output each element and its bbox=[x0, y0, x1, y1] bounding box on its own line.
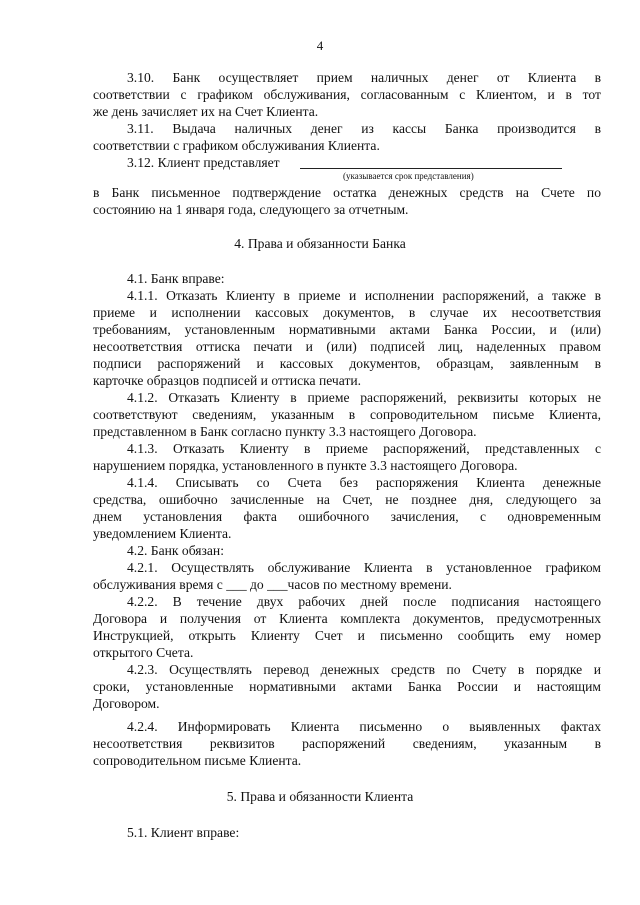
text-line: 4.2.3. Осуществлять перевод денежных средств по Счету в порядке и bbox=[127, 662, 601, 677]
text-line: соответствии с графиком обслуживания Клиента. bbox=[93, 138, 380, 153]
text-line: Договором. bbox=[93, 696, 160, 711]
text-line: требованиям, установленным нормативными актами Банка России, и (или) bbox=[93, 322, 601, 337]
text-line: нарушением порядка, установленного в пункте 3.3 настоящего Договора. bbox=[93, 458, 518, 473]
text-line: подписи распоряжений и кассовых документов, образцам, заявленным в bbox=[93, 356, 601, 371]
text-line: в Банк письменное подтверждение остатка денежных средств на Счете по bbox=[93, 185, 601, 200]
text-line: 4.2. Банк обязан: bbox=[127, 543, 224, 558]
text-line: днем установления факта ошибочного зачисления, с одновременным bbox=[93, 509, 601, 524]
section-heading: 4. Права и обязанности Банка bbox=[234, 236, 406, 251]
text-line: 4.1.1. Отказать Клиенту в приеме и исполнении распоряжений, а также в bbox=[127, 288, 601, 303]
underline-caption: (указывается срок представления) bbox=[343, 171, 474, 181]
text-line: Инструкцией, открыть Клиенту Счет и письменно сообщить ему номер bbox=[93, 628, 601, 643]
text-line: 3.12. Клиент представляет bbox=[127, 155, 280, 170]
text-line: открытого Счета. bbox=[93, 645, 194, 660]
text-line: сроки, установленные нормативными актами Банка России и настоящим bbox=[93, 679, 601, 694]
text-line: 4.2.4. Информировать Клиента письменно о выявленных фактах bbox=[127, 719, 601, 734]
text-line: же день зачисляет их на Счет Клиента. bbox=[93, 104, 319, 119]
text-line: 3.10. Банк осуществляет прием наличных денег от Клиента в bbox=[127, 70, 601, 85]
text-line: сопроводительном письме Клиента. bbox=[93, 753, 302, 768]
text-line: соответствуют сведениям, указанным в сопроводительном письме Клиента, bbox=[93, 407, 601, 422]
blank-underline bbox=[300, 168, 562, 169]
text-line: 4.2.1. Осуществлять обслуживание Клиента в установленное графиком bbox=[127, 560, 601, 575]
text-line: соответствии с графиком обслуживания, согласованным с Клиентом, и в тот bbox=[93, 87, 601, 102]
text-line: 4.1. Банк вправе: bbox=[127, 271, 225, 286]
text-line: 4.1.3. Отказать Клиенту в приеме распоряжений, представленных с bbox=[127, 441, 601, 456]
text-line: несоответствия оттиска печати и (или) подписей лиц, наделенных правом bbox=[93, 339, 601, 354]
text-line: несоответствия реквизитов распоряжений сведениям, указанным в bbox=[93, 736, 601, 751]
text-line: Договора и получения от Клиента комплекта документов, предусмотренных bbox=[93, 611, 601, 626]
text-line: состоянию на 1 января года, следующего за отчетным. bbox=[93, 202, 409, 217]
text-line: представленном в Банк согласно пункту 3.3 настоящего Договора. bbox=[93, 424, 477, 439]
text-line: средства, ошибочно зачисленные на Счет, не позднее дня, следующего за bbox=[93, 492, 601, 507]
text-line: приеме и исполнении кассовых документов, в случае их несоответствия bbox=[93, 305, 601, 320]
text-line: уведомлением Клиента. bbox=[93, 526, 232, 541]
page-number: 4 bbox=[316, 38, 324, 53]
text-line: 4.1.2. Отказать Клиенту в приеме распоряжений, реквизиты которых не bbox=[127, 390, 601, 405]
text-line: карточке образцов подписей и оттиска печати. bbox=[93, 373, 362, 388]
text-line: 5.1. Клиент вправе: bbox=[127, 825, 240, 840]
text-line: 4.1.4. Списывать со Счета без распоряжения Клиента денежные bbox=[127, 475, 601, 490]
section-heading: 5. Права и обязанности Клиента bbox=[226, 789, 414, 804]
text-line: 3.11. Выдача наличных денег из кассы Банка производится в bbox=[127, 121, 601, 136]
text-line: 4.2.2. В течение двух рабочих дней после подписания настоящего bbox=[127, 594, 601, 609]
text-line: обслуживания время с ___ до ___часов по местному времени. bbox=[93, 577, 452, 592]
